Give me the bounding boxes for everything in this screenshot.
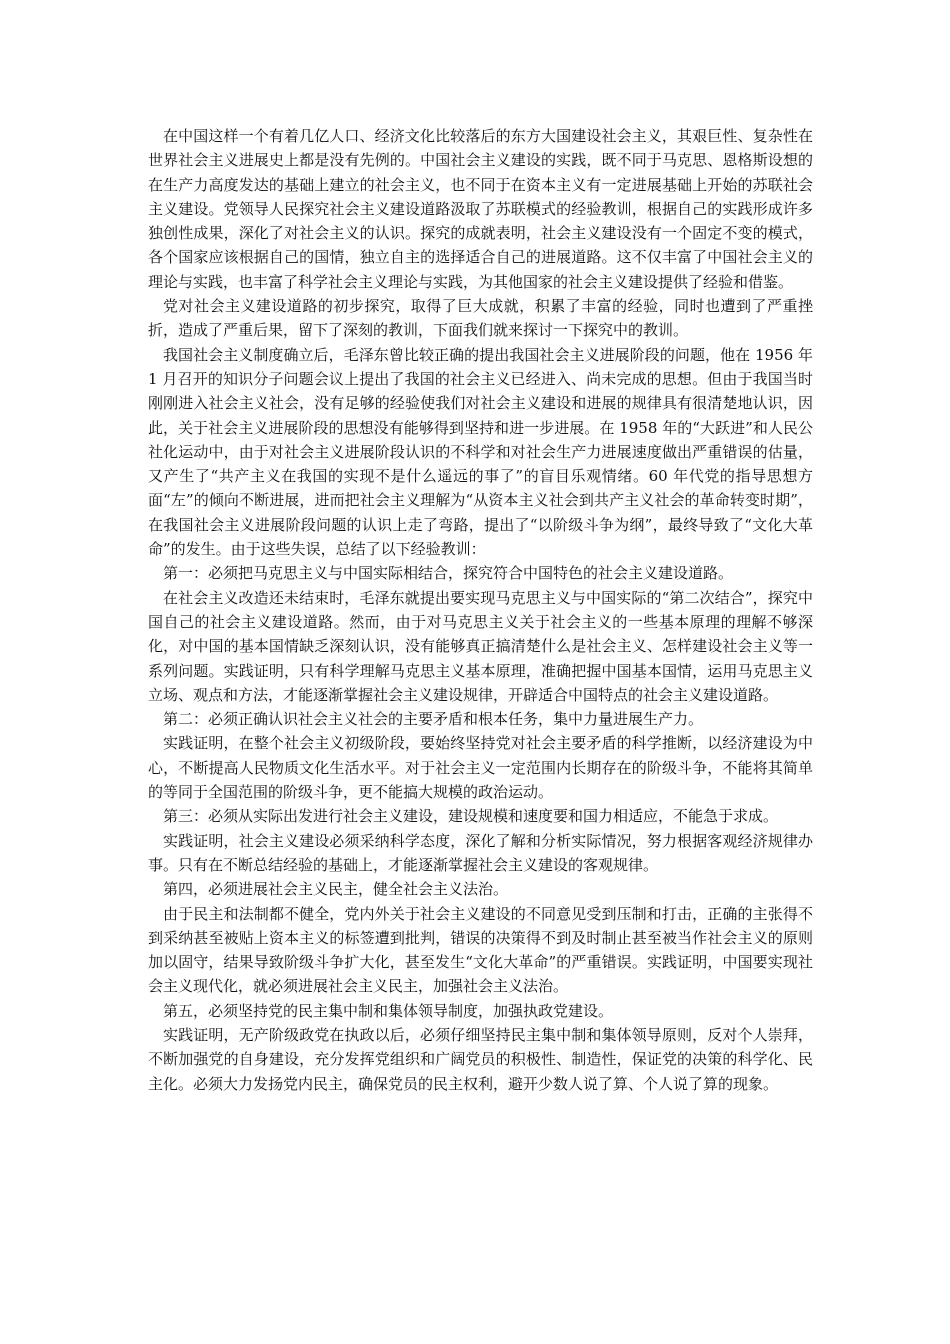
document-body bbox=[148, 124, 813, 1096]
lesson-3-body: 实践证明，社会主义建设必须采纳科学态度，深化了解和分析实际情况，努力根据客观经济规律办事。只有在不断总结经验的基础上，才能逐渐掌握社会主义建设的客观规律。 bbox=[148, 831, 813, 874]
lesson-2-body: 实践证明，在整个社会主义初级阶段，要始终坚持党对社会主要矛盾的科学推断，以经济建设为中心，不断提高人民物质文化生活水平。对于社会主义一定范围内长期存在的阶级斗争，不能将其简单的等同于全国范围的阶级斗争，更不能搞大规模的政治运动。 bbox=[148, 734, 813, 802]
lesson-2-heading: 第二：必须正确认识社会主义社会的主要矛盾和根本任务，集中力量进展生产力。 bbox=[163, 710, 704, 729]
lesson-1-body: 在社会主义改造还未结束时，毛泽东就提出要实现马克思主义与中国实际的“第二次结合”，探究中国自己的社会主义建设道路。然而，由于对马克思主义关于社会主义的一些基本原理的理解不够深化，对中国的基本国情缺乏深刻认识，没有能够真正搞清楚什么是社会主义、怎样建设社会主义等一系列问题。实践证明，只有科学理解马克思主义基本原理，准确把握中国基本国情，运用马克思主义立场、观点和方法，才能逐渐掌握社会主义建设规律，开辟适合中国特点的社会主义建设道路。 bbox=[148, 588, 813, 704]
paragraph-exploration-summary: 党对社会主义建设道路的初步探究，取得了巨大成就，积累了丰富的经验，同时也遭到了严重挫折，造成了严重后果，留下了深刻的教训，下面我们就来探讨一下探究中的教训。 bbox=[148, 297, 813, 340]
lesson-5-body: 实践证明，无产阶级政党在执政以后，必须仔细坚持民主集中制和集体领导原则，反对个人崇拜，不断加强党的自身建设，充分发挥党组织和广阔党员的积极性、制造性，保证党的决策的科学化、民主化。必须大力发扬党内民主，确保党员的民主权利，避开少数人说了算、个人说了算的现象。 bbox=[148, 1025, 813, 1093]
lesson-5-heading: 第五，必须坚持党的民主集中制和集体领导制度，加强执政党建设。 bbox=[163, 1001, 614, 1020]
lesson-4-body: 由于民主和法制都不健全，党内外关于社会主义建设的不同意见受到压制和打击，正确的主张得不到采纳甚至被贴上资本主义的标签遭到批判，错误的决策得不到及时制止甚至被当作社会主义的原则加以固守，结果导致阶级斗争扩大化，甚至发生“文化大革命”的严重错误。实践证明，中国要实现社会主义现代化，就必须进展社会主义民主，加强社会主义法治。 bbox=[148, 904, 813, 996]
lesson-1-heading: 第一：必须把马克思主义与中国实际相结合，探究符合中国特色的社会主义建设道路。 bbox=[163, 564, 734, 583]
lesson-3-heading: 第三：必须从实际出发进行社会主义建设，建设规模和速度要和国力相适应，不能急于求成。 bbox=[163, 807, 779, 826]
lesson-4-heading: 第四，必须进展社会主义民主，健全社会主义法治。 bbox=[163, 880, 509, 899]
paragraph-history: 我国社会主义制度确立后，毛泽东曾比较正确的提出我国社会主义进展阶段的问题，他在 1956 年 1 月召开的知识分子问题会议上提出了我国的社会主义已经进入、尚未完成的思想。但由于我国当时刚刚进入社会主义社会，没有足够的经验使我们对社会主义建设和进展的规律具有很清楚地认识，因此，关于社会主义进展阶段的思想没有能够得到坚持和进一步进展。在 1958 年的“大跃进”和人民公社化运动中，由于对社会主义进展阶段认识的不科学和对社会生产力进展速度做出严重错误的估量，又产生了“共产主义在我国的实现不是什么遥远的事了”的盲目乐观情绪。60 年代党的指导思想方面“左”的倾向不断进展，进而把社会主义理解为“从资本主义社会到共产主义社会的革命转变时期”，在我国社会主义进展阶段问题的认识上走了弯路，提出了“以阶级斗争为纲”，最终导致了“文化大革命”的发生。由于这些失误，总结了以下经验教训： bbox=[148, 345, 813, 559]
paragraph-intro: 在中国这样一个有着几亿人口、经济文化比较落后的东方大国建设社会主义，其艰巨性、复杂性在世界社会主义进展史上都是没有先例的。中国社会主义建设的实践，既不同于马克思、恩格斯设想的在生产力高度发达的基础上建立的社会主义，也不同于在资本主义有一定进展基础上开始的苏联社会主义建设。党领导人民探究社会主义建设道路汲取了苏联模式的经验教训，根据自己的实践形成许多独创性成果，深化了对社会主义的认识。探究的成就表明，社会主义建设没有一个固定不变的模式，各个国家应该根据自己的国情，独立自主的选择适合自己的进展道路。这不仅丰富了中国社会主义的理论与实践，也丰富了科学社会主义理论与实践，为其他国家的社会主义建设提供了经验和借鉴。 bbox=[148, 127, 813, 291]
